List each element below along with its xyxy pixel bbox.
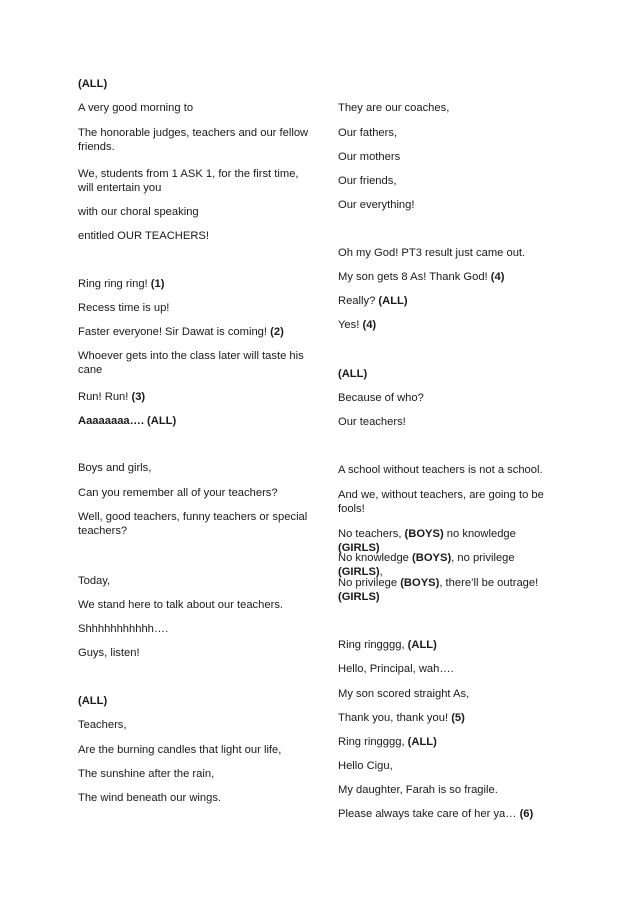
script-line [78, 718, 310, 732]
cue-label: (5) [451, 712, 465, 724]
script-line [338, 488, 558, 516]
line-text: No teachers, [338, 528, 405, 540]
script-line [78, 791, 310, 805]
cue-label: (1) [150, 278, 165, 290]
script-line [78, 301, 310, 315]
cue-label: (2) [270, 326, 284, 338]
script-line [338, 783, 558, 797]
script-line [338, 687, 558, 701]
script-line [78, 77, 310, 91]
line-text: The honorable judges, teachers and our fellow friends. [78, 127, 312, 153]
cue-label: (GIRLS) [338, 591, 380, 603]
cue-label: (ALL) [78, 695, 108, 707]
script-line [338, 759, 558, 773]
script-line [338, 174, 558, 188]
line-text: Well, good teachers, funny teachers or special teachers? [78, 511, 311, 537]
script-line [338, 270, 558, 284]
script-line [78, 622, 310, 636]
line-text: They are our coaches, [338, 102, 450, 114]
line-text: The wind beneath our wings. [78, 792, 222, 804]
script-line [78, 743, 310, 757]
line-text: Hello Cigu, [338, 760, 393, 772]
line-text: Can you remember all of your teachers? [78, 487, 278, 499]
line-text: entitled OUR TEACHERS! [78, 230, 209, 242]
line-text: Oh my God! PT3 result just came out. [338, 247, 526, 259]
script-line [338, 735, 558, 749]
line-text: Really? [338, 295, 379, 307]
line-text: Faster everyone! Sir Dawat is coming! [78, 326, 271, 338]
cue-label: (GIRLS) [338, 542, 380, 554]
script-line [338, 551, 558, 579]
script-line [78, 574, 310, 588]
line-text: Are the burning candles that light our life, [78, 744, 282, 756]
line-text: Thank you, thank you! [338, 712, 452, 724]
script-line [338, 294, 558, 308]
line-text: We, students from 1 ASK 1, for the first time, will entertain you [78, 168, 302, 194]
line-text: Run! Run! [78, 391, 132, 403]
line-text: A very good morning to [78, 102, 194, 114]
cue-label: (ALL) [147, 415, 177, 427]
line-text: with our choral speaking [78, 206, 199, 218]
line-text: The sunshine after the rain, [78, 768, 215, 780]
line-text: No knowledge [338, 552, 413, 564]
line-text: We stand here to talk about our teachers. [78, 599, 284, 611]
script-line [78, 646, 310, 660]
script-line [338, 367, 558, 381]
line-text: Ring ringggg, [338, 639, 408, 651]
script-line [338, 463, 558, 477]
cue-label: (4) [490, 271, 505, 283]
script-line [78, 229, 310, 243]
script-line [338, 807, 558, 821]
line-text: A school without teachers is not a school. [338, 464, 543, 476]
line-text: My son scored straight As, [338, 688, 470, 700]
cue-label: (3) [131, 391, 146, 403]
cue-label: (BOYS) [400, 577, 440, 589]
cue-label: (4) [362, 319, 377, 331]
line-text: Shhhhhhhhhhh…. [78, 623, 169, 635]
script-line [338, 126, 558, 140]
cue-label: (ALL) [407, 736, 437, 748]
script-line [338, 198, 558, 212]
line-text: Whoever gets into the class later will taste his cane [78, 350, 307, 376]
script-line [78, 461, 310, 475]
script-line [338, 638, 558, 652]
line-text: Our mothers [338, 151, 401, 163]
line-text: Guys, listen! [78, 647, 140, 659]
script-line [338, 711, 558, 725]
script-line [78, 277, 310, 291]
line-text: , no privilege [451, 552, 518, 564]
line-text: Our everything! [338, 199, 415, 211]
line-text: My daughter, Farah is so fragile. [338, 784, 498, 796]
line-text: Recess time is up! [78, 302, 170, 314]
cue-label: (BOYS) [404, 528, 444, 540]
line-text: , there’ll be outrage! [439, 577, 542, 589]
line-text: Our fathers, [338, 127, 398, 139]
line-text: , [379, 566, 383, 578]
script-line [78, 510, 310, 538]
script-line [338, 415, 558, 429]
script-line [78, 767, 310, 781]
line-text: Because of who? [338, 392, 424, 404]
script-line [338, 391, 558, 405]
script-line [78, 325, 310, 339]
line-text: And we, without teachers, are going to be fools! [338, 489, 547, 515]
script-line [78, 694, 310, 708]
line-text: No privilege [338, 577, 401, 589]
cue-label: (ALL) [407, 639, 437, 651]
script-line [78, 414, 310, 428]
line-text: Our teachers! [338, 416, 406, 428]
line-text: Ring ringggg, [338, 736, 408, 748]
line-text: Teachers, [78, 719, 127, 731]
script-line [338, 101, 558, 115]
line-text: Our friends, [338, 175, 397, 187]
script-line [338, 150, 558, 164]
script-line [338, 662, 558, 676]
line-text: no knowledge [443, 528, 519, 540]
line-text: My son gets 8 As! Thank God! [338, 271, 491, 283]
cue-label: (BOYS) [412, 552, 452, 564]
script-line [78, 101, 310, 115]
script-line [78, 205, 310, 219]
script-line [78, 390, 310, 404]
line-text: Today, [78, 575, 111, 587]
line-text: Yes! [338, 319, 363, 331]
line-text: Please always take care of her ya… [338, 808, 520, 820]
script-line [338, 246, 558, 260]
cue-label: Aaaaaaaa…. [78, 415, 148, 427]
script-line [78, 486, 310, 500]
script-line [78, 167, 310, 195]
cue-label: (ALL) [78, 78, 108, 90]
cue-label: (ALL) [338, 368, 368, 380]
line-text: Boys and girls, [78, 462, 152, 474]
cue-label: (GIRLS) [338, 566, 380, 578]
script-line [338, 318, 558, 332]
script-line [78, 349, 310, 377]
line-text: Ring ring ring! [78, 278, 151, 290]
cue-label: (ALL) [378, 295, 408, 307]
cue-label: (6) [519, 808, 534, 820]
script-line [78, 598, 310, 612]
script-line [338, 576, 558, 604]
script-line [78, 126, 310, 154]
line-text: Hello, Principal, wah…. [338, 663, 454, 675]
